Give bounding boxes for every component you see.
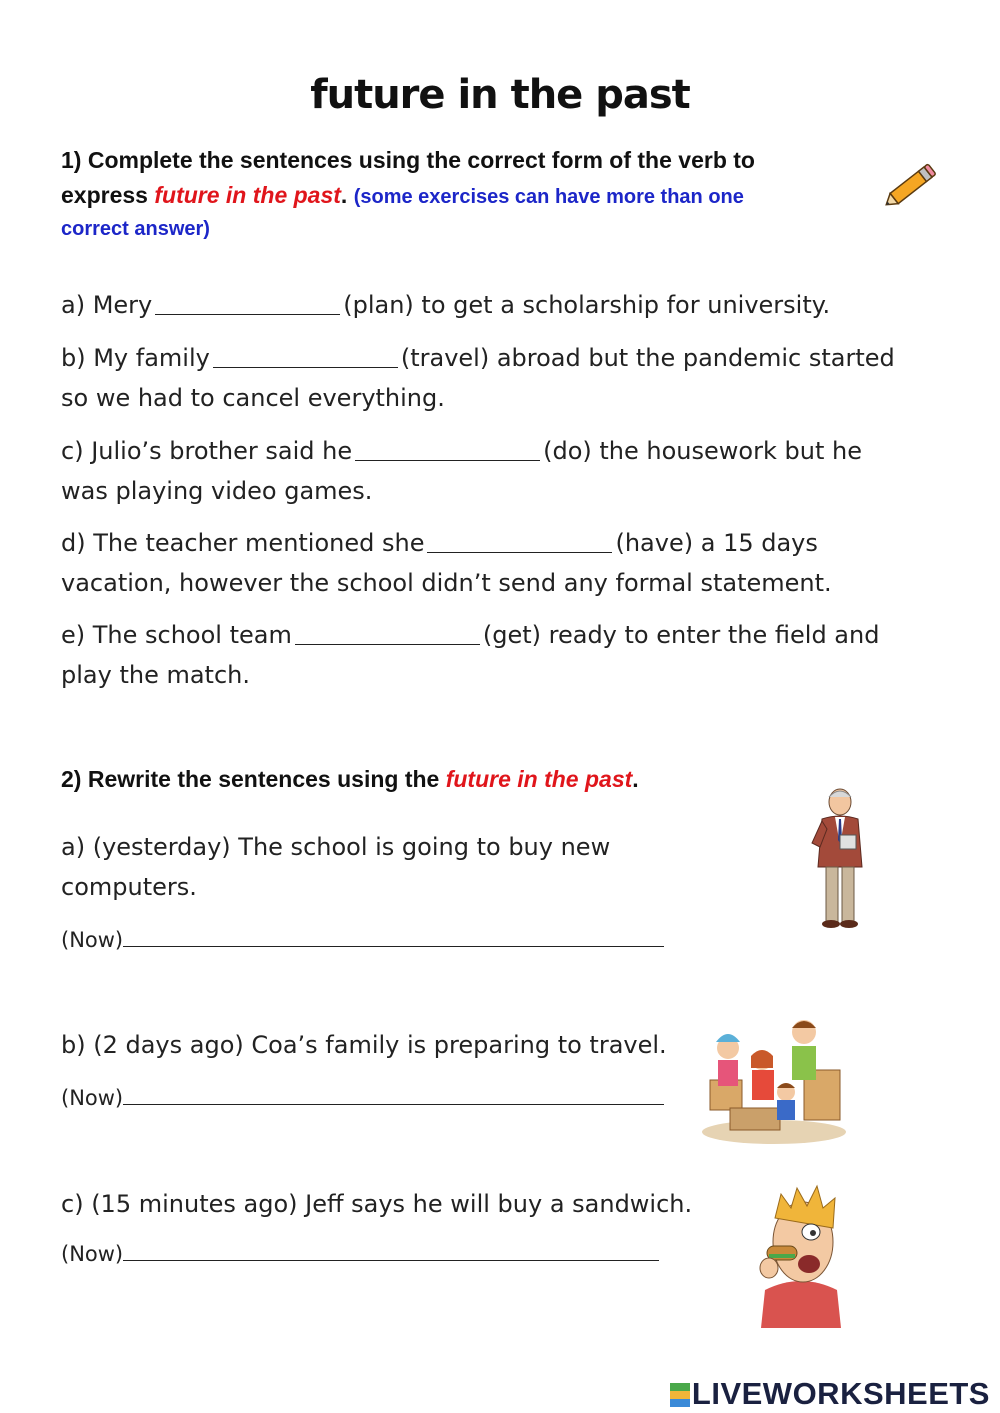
answer-blank-1d[interactable] [427, 551, 612, 553]
answer-line-2a[interactable] [123, 946, 664, 947]
exercise-2a: a) (yesterday) The school is going to buy new computers. [61, 833, 611, 901]
teacher-illustration [800, 785, 880, 930]
section1-heading-line2: express future in the past. (some exercises can have more than one [61, 182, 744, 208]
exercise-1a: a) Mery (plan) to get a scholarship for university. [61, 291, 831, 319]
section1-instructions [61, 143, 911, 243]
exercise-2c: c) (15 minutes ago) Jeff says he will buy a sandwich. [61, 1190, 693, 1218]
answer-blank-1c[interactable] [355, 459, 540, 461]
answer-row-2a: (Now) [61, 928, 664, 952]
answer-blank-1b[interactable] [213, 366, 398, 368]
section1-highlight: future in the past [154, 182, 341, 208]
answer-line-2c[interactable] [123, 1260, 659, 1261]
answer-blank-1a[interactable] [155, 313, 340, 315]
page-title: future in the past [310, 72, 690, 118]
pencil-icon [880, 155, 942, 217]
exercise-1c: c) Julio’s brother said he (do) the housework but he was playing video games. [61, 437, 862, 505]
exercise-1d: d) The teacher mentioned she (have) a 15 days vacation, however the school didn’t send any formal statement. [61, 529, 832, 597]
section2-heading: 2) Rewrite the sentences using the future in the past. [61, 766, 639, 792]
answer-row-2c: (Now) [61, 1242, 659, 1266]
section1-heading-line1: 1) Complete the sentences using the correct form of the verb to [61, 147, 755, 173]
liveworksheets-brand: LIVEWORKSHEETS [670, 1376, 990, 1412]
answer-line-2b[interactable] [123, 1104, 664, 1105]
boy-eating-illustration [745, 1180, 857, 1328]
liveworksheets-logo-icon [670, 1383, 690, 1407]
answer-row-2b: (Now) [61, 1086, 664, 1110]
exercise-1e: e) The school team (get) ready to enter the field and play the match. [61, 621, 880, 689]
exercise-2b: b) (2 days ago) Coa’s family is preparing to travel. [61, 1031, 667, 1059]
family-illustration [700, 1010, 848, 1145]
exercise-1b: b) My family (travel) abroad but the pandemic started so we had to cancel everything. [61, 344, 895, 412]
answer-blank-1e[interactable] [295, 643, 480, 645]
section2-highlight: future in the past [445, 766, 633, 792]
section1-note: (some exercises can have more than one [353, 186, 744, 208]
section1-note-line2: correct answer) [61, 218, 210, 240]
